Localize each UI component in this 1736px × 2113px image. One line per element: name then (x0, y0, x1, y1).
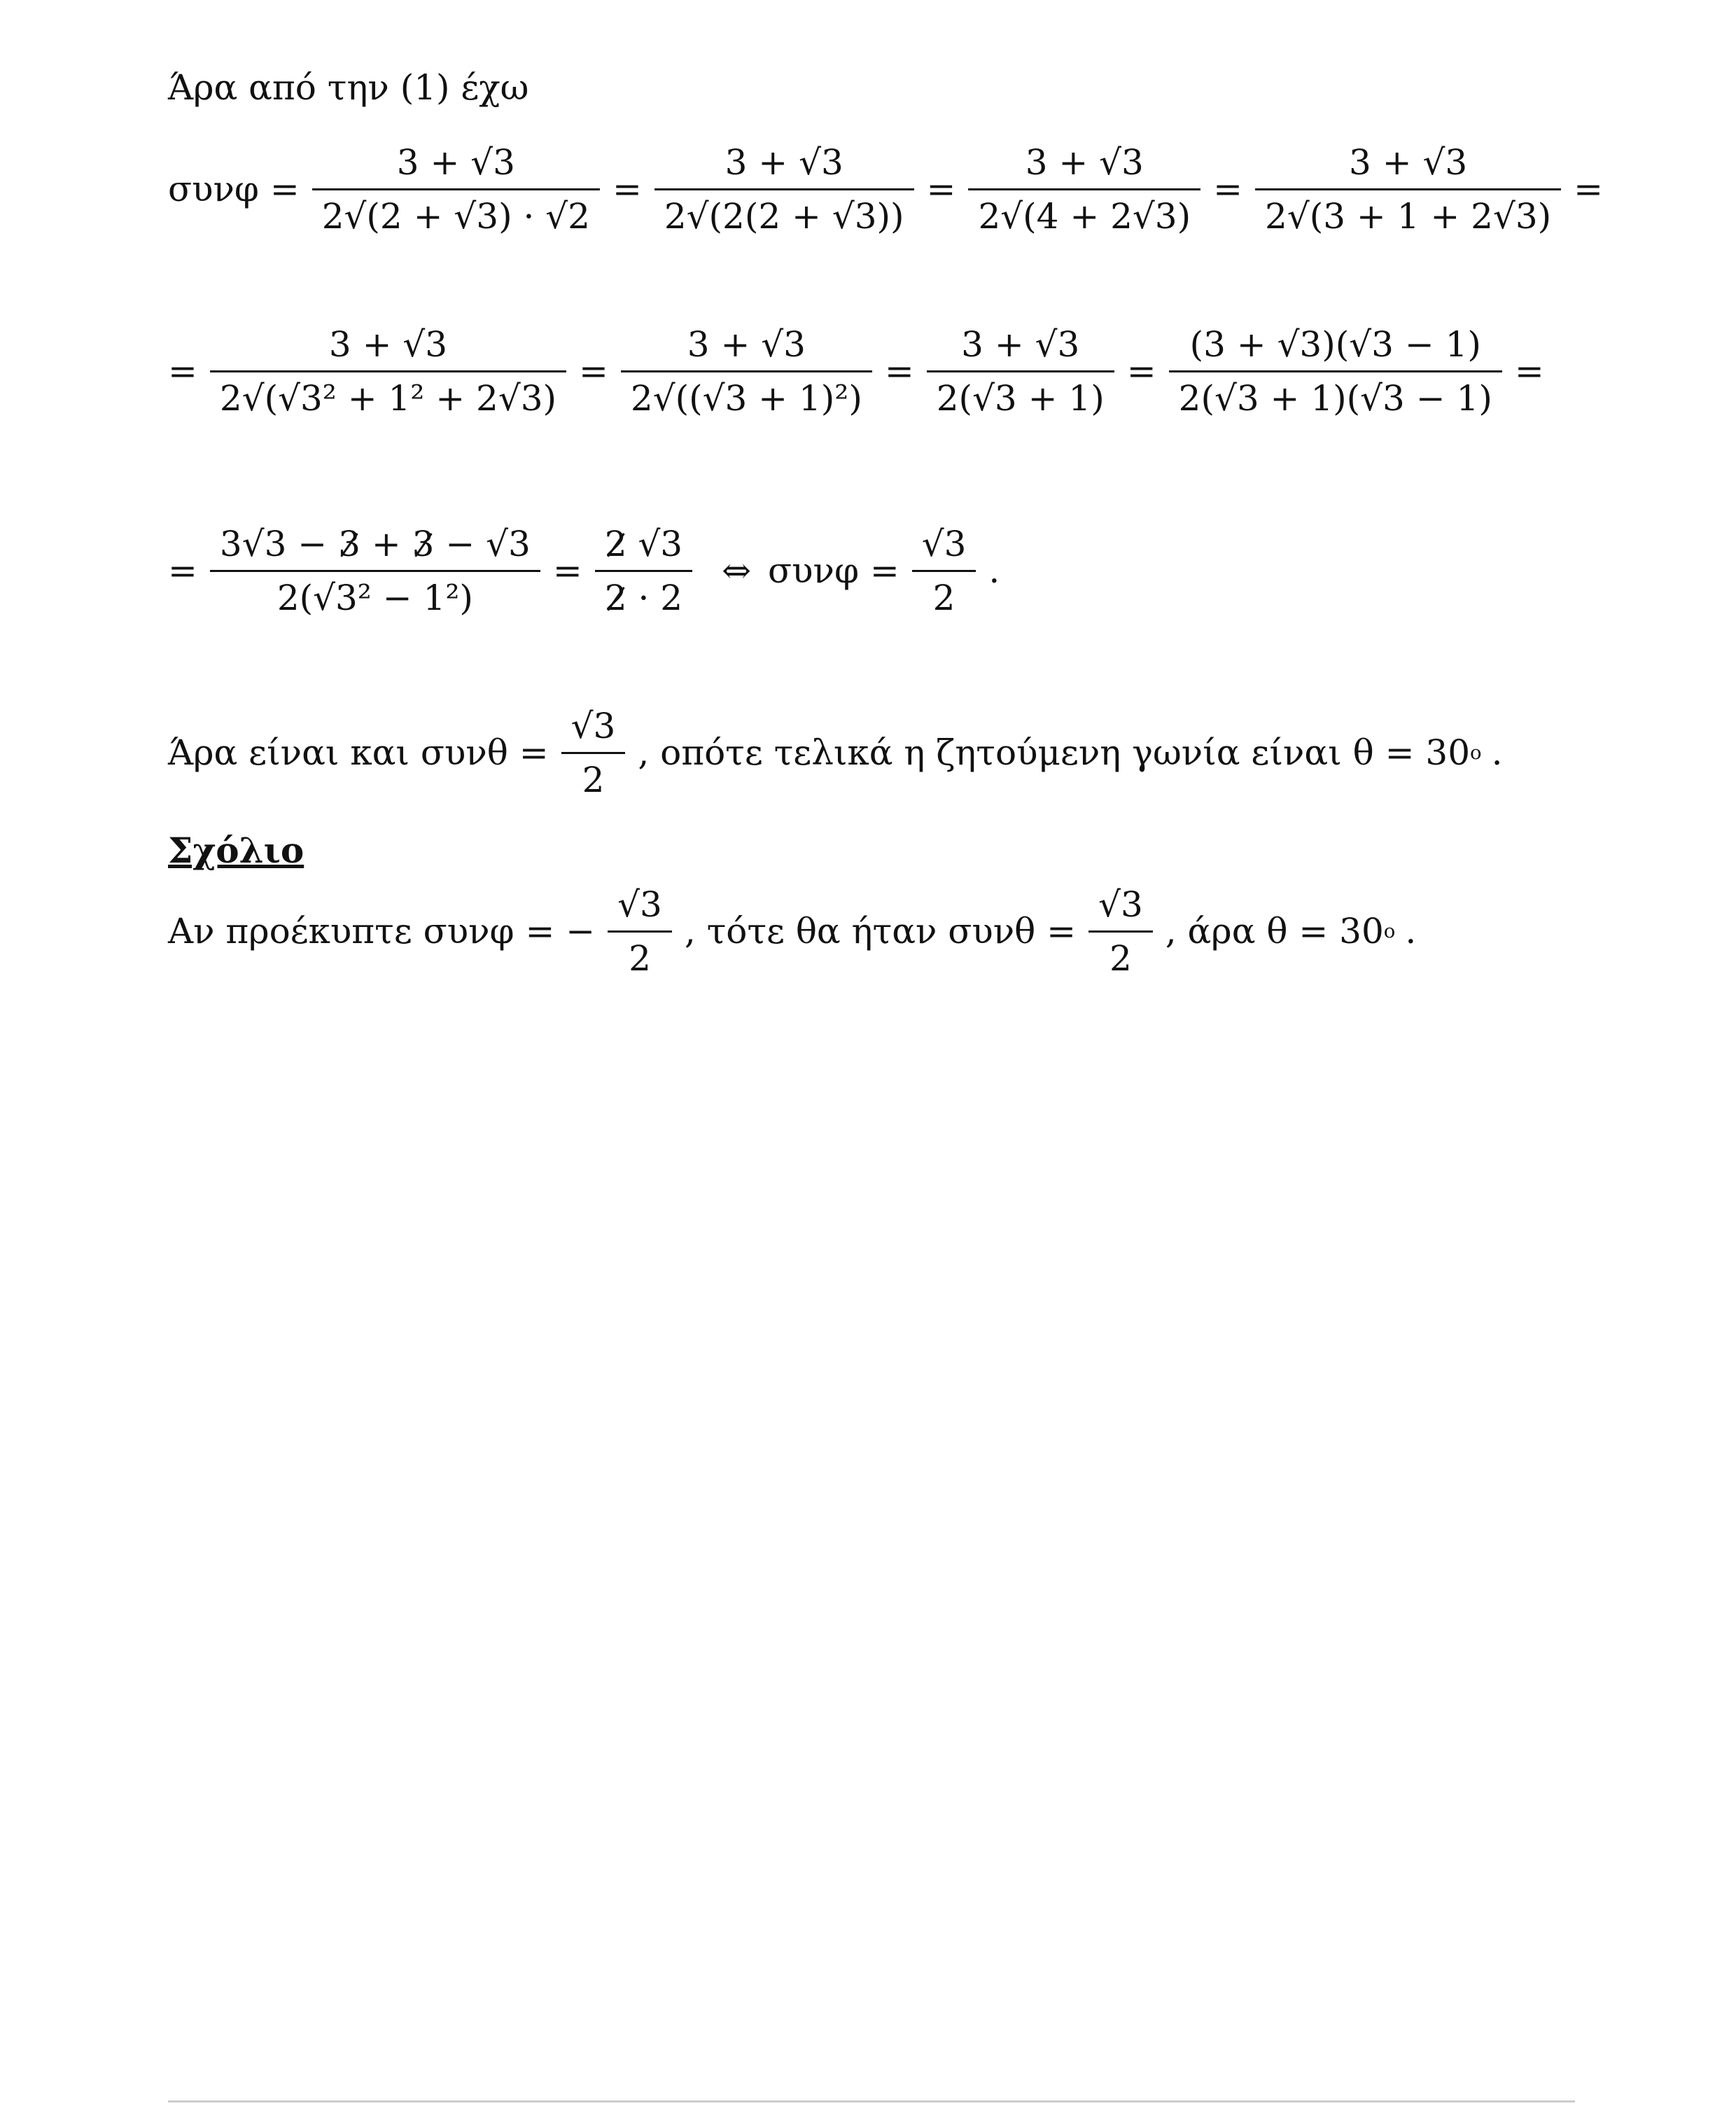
denominator: 2√(4 + 2√3) (978, 195, 1191, 237)
intro-text: Άρα από την (1) έχω (168, 67, 529, 108)
fraction-2-3 (927, 324, 1114, 419)
cancelled-term: 3 (412, 523, 435, 564)
equals-sign: = (579, 351, 608, 391)
num-part: + (371, 523, 401, 564)
conclusion-text-b: , οπότε τελικά η ζητούμενη γωνία είναι θ = 30 (638, 732, 1470, 773)
equals-sign: = (1514, 351, 1544, 391)
fraction-3-2 (595, 524, 692, 618)
comment-line (168, 879, 1416, 984)
equivalence-sign: ⇔ (722, 550, 752, 591)
fraction-1-3 (968, 142, 1200, 237)
conclusion-end: . (1491, 732, 1503, 773)
numerator (210, 524, 540, 570)
conclusion-fraction (561, 706, 626, 800)
comment-text-b: , τότε θα ήταν συνθ = (684, 911, 1077, 951)
num-part: √3 (638, 523, 683, 564)
numerator: 3 + √3 (687, 323, 806, 365)
denominator: 2 (1110, 937, 1132, 979)
comment-text-a: Αν προέκυπτε συνφ = − (168, 911, 596, 951)
intro-line (168, 63, 528, 112)
fraction-2-4 (1169, 324, 1502, 419)
cancelled-term: 3 (338, 523, 360, 564)
num-part: 3√3 − (219, 523, 328, 564)
result-fraction (912, 524, 976, 618)
fraction-3-1 (210, 524, 540, 618)
equals-sign: = (258, 169, 300, 209)
equals-sign: = (612, 169, 642, 209)
denominator: 2√(√3² + 1² + 2√3) (219, 377, 557, 419)
numerator: √3 (921, 523, 967, 564)
equals-sign: = (926, 169, 956, 209)
numerator: 3 + √3 (1025, 141, 1144, 183)
denominator: 2√(2 + √3) · √2 (321, 195, 590, 237)
comment-fraction-2 (1088, 884, 1153, 979)
equals-sign: = (1126, 351, 1156, 391)
numerator (595, 524, 692, 570)
fraction-1-2 (654, 142, 914, 237)
numerator: 3 + √3 (724, 141, 844, 183)
equals-sign: = (168, 351, 197, 391)
den-part: · 2 (638, 577, 683, 618)
comment-text-c: , άρα θ = 30 (1165, 911, 1384, 951)
comment-title: Σχόλιο (168, 830, 304, 871)
numerator: √3 (1098, 884, 1143, 925)
equals-sign: = (884, 351, 914, 391)
equals-sign: = (552, 550, 582, 591)
comment-end: . (1405, 911, 1417, 951)
footer-rule (168, 2100, 1575, 2102)
fraction-1-4 (1255, 142, 1561, 237)
denominator: 2(√3² − 1²) (276, 577, 473, 618)
comment-fraction-1 (608, 884, 672, 979)
numerator: (3 + √3)(√3 − 1) (1189, 323, 1481, 365)
denominator: 2(√3 + 1)(√3 − 1) (1178, 377, 1492, 419)
denominator: 2 (932, 577, 955, 618)
lhs-cos-phi: συνφ (168, 169, 259, 209)
denominator: 2√((√3 + 1)²) (630, 377, 862, 419)
conclusion-line (168, 700, 1502, 805)
denominator: 2√(3 + 1 + 2√3) (1265, 195, 1552, 237)
cancelled-term: 2 (604, 523, 627, 564)
numerator: 3 + √3 (328, 323, 448, 365)
equation-row-1 (168, 126, 1603, 252)
numerator: √3 (617, 884, 662, 925)
degree-mark: ο (1470, 741, 1482, 764)
numerator: 3 + √3 (961, 323, 1080, 365)
denominator: 2 (582, 759, 605, 800)
degree-mark: ο (1383, 920, 1396, 942)
equals-sign: = (858, 550, 899, 591)
cancelled-term: 2 (604, 577, 627, 618)
equation-row-3 (168, 504, 1000, 637)
equation-row-2 (168, 301, 1544, 441)
fraction-2-2 (621, 324, 872, 419)
denominator (595, 572, 692, 618)
equals-sign: = (1574, 169, 1604, 209)
numerator: √3 (570, 705, 616, 746)
result-lhs: συνφ (768, 550, 859, 591)
numerator: 3 + √3 (1349, 141, 1468, 183)
denominator: 2√(2(2 + √3)) (664, 195, 904, 237)
fraction-2-1 (210, 324, 566, 419)
num-part: − √3 (445, 523, 531, 564)
numerator: 3 + √3 (396, 141, 515, 183)
conclusion-text-a: Άρα είναι και συνθ = (168, 732, 549, 773)
period: . (988, 550, 1000, 591)
denominator: 2 (629, 937, 651, 979)
denominator: 2(√3 + 1) (936, 377, 1105, 419)
equals-sign: = (1213, 169, 1243, 209)
equals-sign: = (168, 550, 197, 591)
fraction-1-1 (312, 142, 600, 237)
